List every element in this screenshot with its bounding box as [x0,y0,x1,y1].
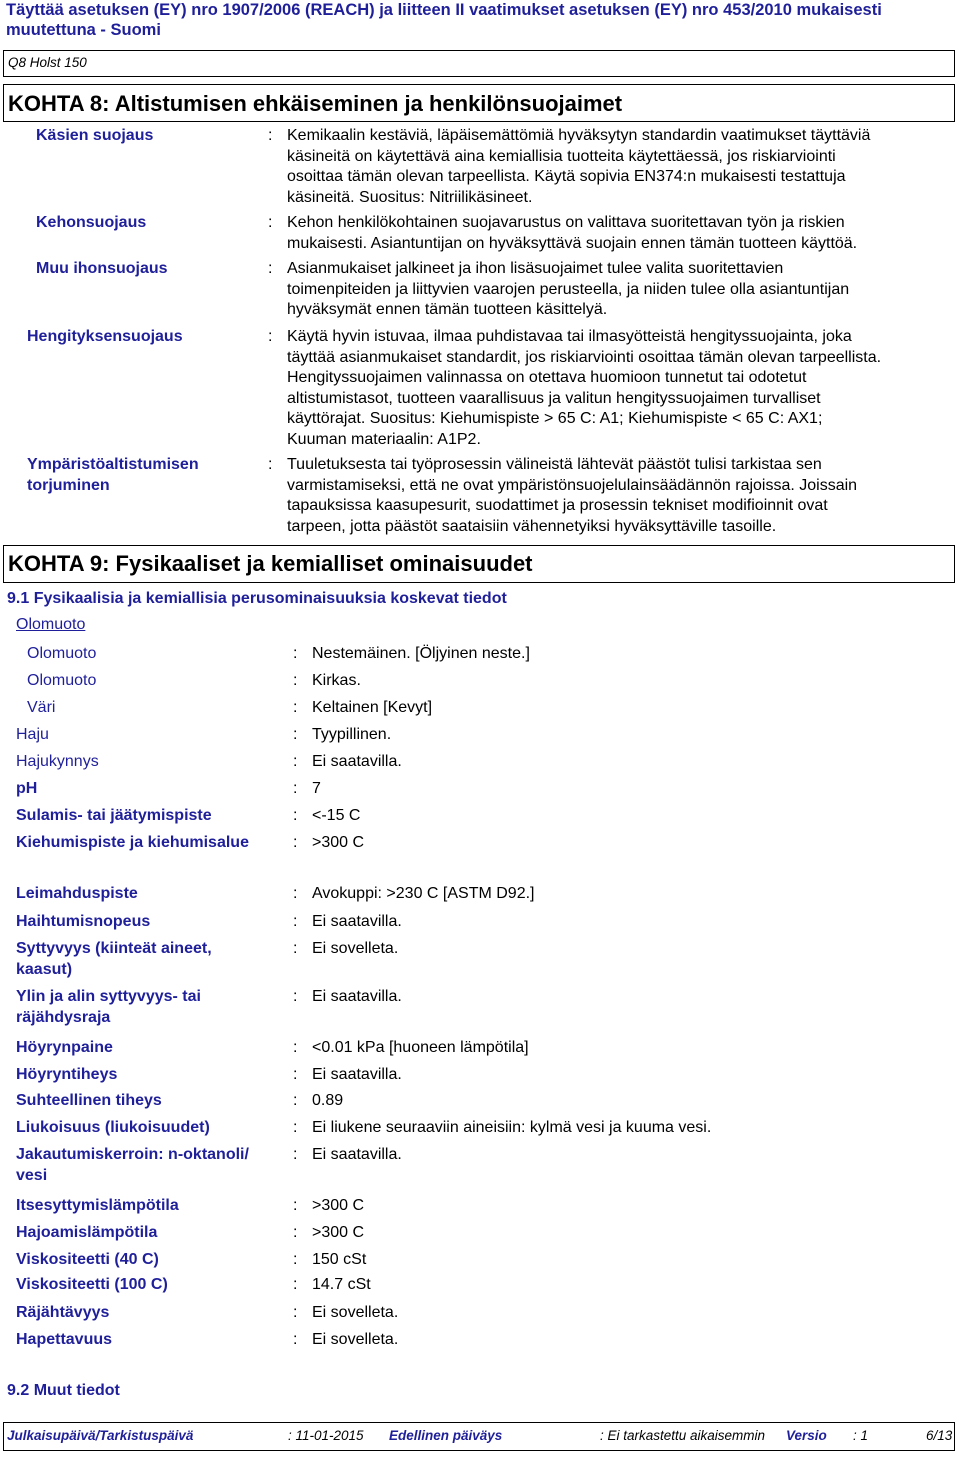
footer-date-value: : 11-01-2015 [288,1428,364,1443]
property-value: Ei sovelleta. [312,940,399,957]
property-label [16,938,212,980]
property-value: Ei sovelleta. [312,1331,399,1348]
property-label: Haju [16,726,49,743]
colon: : [293,1092,298,1109]
property-value: 14.7 cSt [312,1276,371,1293]
text-line: osoittaa tämän olevan tarpeellista. Käytä sopivia EN374:n mukaisesti testattuja [287,168,846,185]
property-label: Itsesyttymislämpötila [16,1197,179,1214]
property-value: Tyypillinen. [312,726,392,743]
olomuoto-heading: Olomuoto [16,616,86,633]
property-value: 0.89 [312,1092,344,1109]
text-line: käsineitä. Suositus: Nitriilikäsineet. [287,188,533,206]
product-name-box [3,50,955,77]
section-8-title: KOHTA 8: Altistumisen ehkäiseminen ja henkilönsuojaimet [8,91,623,116]
colon: : [293,940,298,957]
text-line: käsineitä on käytettävä aina kemiallisia tuotteita käytettäessä, jos riskiarviointi [287,147,836,165]
property-value: >300 C [312,1224,365,1241]
protection-label: Muu ihonsuojaus [36,260,168,277]
property-value: Keltainen [Kevyt] [312,699,433,716]
protection-text [287,455,955,537]
header-line-1: Täyttää asetuksen (EY) nro 1907/2006 (REACH) ja liitteen II vaatimukset asetuksen (EY) nro 453/2010 mukaisesti [6,1,882,19]
property-label: Höyryntiheys [16,1066,118,1083]
text-line: toimenpiteiden ja liittyvien vaarojen perusteella, ja niiden tulee olla asiantuntijan [287,280,850,298]
text-line: altistumistasot, tuotteen vaarallisuus ja valitun hengityssuojaimen turvalliset [287,389,821,407]
colon: : [293,885,298,902]
property-value: >300 C [312,1197,365,1214]
property-value: Ei saatavilla. [312,1146,402,1163]
property-value: Ei saatavilla. [312,753,402,770]
property-label: Viskositeetti (100 C) [16,1276,168,1293]
property-value: Ei liukene seuraaviin aineisiin: kylmä vesi ja kuuma vesi. [312,1119,712,1136]
label-line: kaasut) [16,961,73,978]
property-value: Ei saatavilla. [312,1066,402,1083]
product-name: Q8 Holst 150 [8,55,87,70]
colon: : [268,127,273,144]
property-label: Viskositeetti (40 C) [16,1251,159,1268]
colon: : [293,913,298,930]
property-value: Ei sovelleta. [312,1304,399,1321]
colon: : [293,1304,298,1321]
colon: : [293,1146,298,1163]
footer-page-number: 6/13 [926,1428,953,1443]
property-label [16,986,201,1028]
protection-text [287,126,955,208]
text-line: Käytä hyvin istuvaa, ilmaa puhdistavaa tai ilmasyötteistä hengityssuojainta, joka [287,328,852,345]
colon: : [293,672,298,689]
text-line: Kehon henkilökohtainen suojavarustus on valittava suoritettavan työn ja riskien [287,214,845,231]
colon: : [293,807,298,824]
text-line: tarpeen, jotta päästöt saataisiin vähennetyiksi hyväksyttäville tasoille. [287,517,777,535]
colon: : [293,834,298,851]
property-value: Kirkas. [312,672,361,689]
protection-label: Hengityksensuojaus [27,328,183,345]
text-line: Asianmukaiset jalkineet ja ihon lisäsuojaimet tulee valita suoritettavien [287,260,784,277]
property-label: Leimahduspiste [16,885,138,902]
protection-label: Kehonsuojaus [36,214,147,231]
colon: : [268,214,273,231]
colon: : [293,1066,298,1083]
property-label: Höyrynpaine [16,1039,113,1056]
subsection-9-1-title: 9.1 Fysikaalisia ja kemiallisia perusominaisuuksia koskevat tiedot [7,590,507,607]
colon: : [293,988,298,1005]
footer-previous-label: Edellinen päiväys [389,1428,503,1443]
section-8-heading [3,84,955,122]
property-value: >300 C [312,834,365,851]
label-line: Jakautumiskerroin: n-oktanoli/ [16,1146,249,1163]
footer-version-label: Versio [786,1428,827,1443]
property-label: Räjähtävyys [16,1304,110,1321]
property-label: Hajoamislämpötila [16,1224,158,1241]
colon: : [268,260,273,277]
property-value: Ei saatavilla. [312,988,402,1005]
text-line: tapauksissa kaasupesurit, suodattimet ja prosessin tekniset modifioinnit ovat [287,497,828,514]
colon: : [293,1276,298,1293]
property-label: Hajukynnys [16,753,99,770]
text-line: täyttää asianmukaiset standardit, jos riskiarviointi osoittaa tämän olevan tarpeellista. [287,348,882,366]
subsection-9-2-title: 9.2 Muut tiedot [7,1382,120,1399]
colon: : [268,328,273,345]
protection-label: Käsien suojaus [36,127,154,144]
label-line: torjuminen [27,476,110,494]
colon: : [293,1039,298,1056]
property-label: Suhteellinen tiheys [16,1092,162,1109]
colon: : [293,753,298,770]
text-line: käyttörajat. Suositus: Kiehumispiste > 65 C: A1; Kiehumispiste < 65 C: AX1; [287,410,823,427]
footer-version-value: : 1 [853,1428,869,1443]
colon: : [293,699,298,716]
property-value: <0.01 kPa [huoneen lämpötila] [312,1039,529,1056]
colon: : [268,456,273,473]
property-label: Hapettavuus [16,1331,113,1348]
property-label: Väri [27,699,56,716]
label-line: Ylin ja alin syttyvyys- tai [16,988,201,1005]
document-header [6,0,882,40]
property-label: pH [16,780,38,797]
section-9-heading [3,545,955,583]
text-line: varmistamiseksi, että ne ovat ympäristönsuojelulainsäädännön rajoissa. Joissain [287,476,858,494]
colon: : [293,1197,298,1214]
text-line: Kemikaalin kestäviä, läpäisemättömiä hyväksytyn standardin vaatimukset täyttäviä [287,127,871,144]
footer-date-label: Julkaisupäivä/Tarkistuspäivä [7,1428,194,1443]
property-label: Haihtumisnopeus [16,913,151,930]
colon: : [293,1251,298,1268]
property-value: Nestemäinen. [Öljyinen neste.] [312,645,530,662]
label-line: Ympäristöaltistumisen [27,456,199,473]
text-line: Hengityssuojaimen valinnassa on otettava huomioon tunnetut tai odotetut [287,369,807,386]
colon: : [293,726,298,743]
text-line: Kuuman materiaalin: A1P2. [287,430,481,448]
protection-text [287,327,955,450]
property-label: Sulamis- tai jäätymispiste [16,807,212,824]
property-label [16,1144,249,1186]
property-label: Olomuoto [27,645,97,662]
colon: : [293,1224,298,1241]
property-value: Avokuppi: >230 C [ASTM D92.] [312,885,535,902]
header-line-2: muutettuna - Suomi [6,21,161,39]
text-line: mukaisesti. Asiantuntijan on hyväksyttävä suojain ennen tämän tuotteen käyttöä. [287,234,858,252]
property-value: Ei saatavilla. [312,913,402,930]
footer-previous-value: : Ei tarkastettu aikaisemmin [600,1428,766,1443]
colon: : [293,780,298,797]
protection-text [287,213,955,254]
label-line: räjähdysraja [16,1009,111,1026]
protection-text [287,259,955,321]
property-value: <-15 C [312,807,361,824]
label-line: vesi [16,1167,48,1184]
text-line: Tuuletuksesta tai työprosessin välineistä lähtevät päästöt tulisi tarkistaa sen [287,456,822,473]
colon: : [293,1119,298,1136]
property-label: Liukoisuus (liukoisuudet) [16,1119,210,1136]
property-value: 150 cSt [312,1251,367,1268]
property-label: Kiehumispiste ja kiehumisalue [16,834,249,851]
text-line: hyväksymät ennen tämän tuotteen käsittelyä. [287,301,608,318]
protection-label [27,455,199,496]
colon: : [293,645,298,662]
colon: : [293,1331,298,1348]
label-line: Syttyvyys (kiinteät aineet, [16,940,212,957]
property-label: Olomuoto [27,672,97,689]
property-value: 7 [312,780,321,797]
section-9-title: KOHTA 9: Fysikaaliset ja kemialliset ominaisuudet [8,551,533,576]
